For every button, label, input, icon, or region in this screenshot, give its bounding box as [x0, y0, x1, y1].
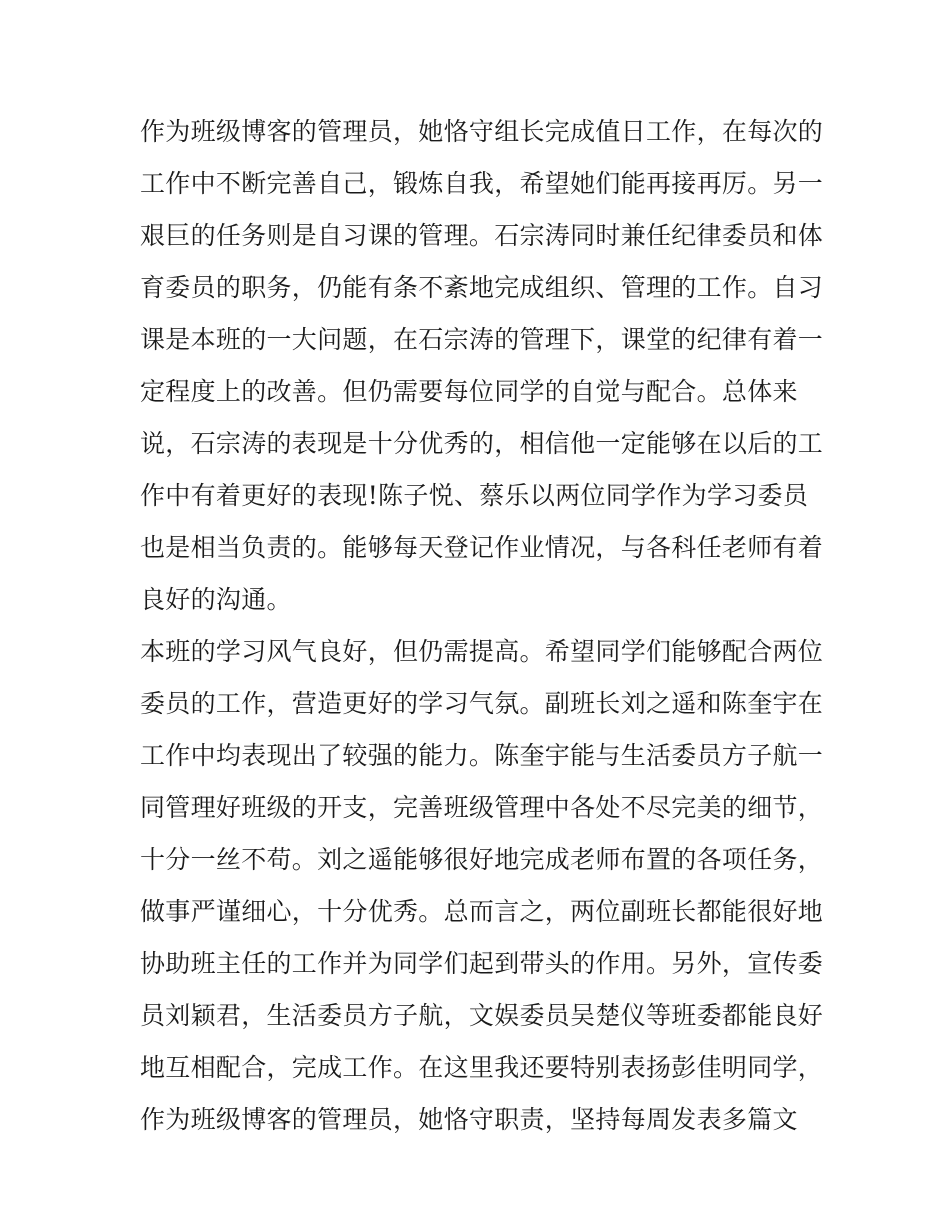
- text-line: 育委员的职务，仍能有条不紊地完成组织、管理的工作。自习: [140, 273, 824, 302]
- text-line: 同管理好班级的开支，完善班级管理中各处不尽完美的细节，: [140, 793, 824, 822]
- text-line: 定程度上的改善。但仍需要每位同学的自觉与配合。总体来: [140, 377, 798, 406]
- text-line: 作为班级博客的管理员，她恪守组长完成值日工作，在每次的: [140, 117, 824, 146]
- text-line: 地互相配合，完成工作。在这里我还要特别表扬彭佳明同学，: [140, 1053, 824, 1082]
- text-line: 良好的沟通。: [140, 585, 292, 614]
- text-line: 作为班级博客的管理员，她恪守职责，坚持每周发表多篇文: [140, 1105, 798, 1134]
- text-line: 作中有着更好的表现!陈子悦、蔡乐以两位同学作为学习委员: [140, 481, 809, 510]
- body-text: [140, 106, 840, 1146]
- text-line: 本班的学习风气良好，但仍需提高。希望同学们能够配合两位: [140, 637, 824, 666]
- text-line: 课是本班的一大问题，在石宗涛的管理下，课堂的纪律有着一: [140, 325, 824, 354]
- text-line: 员刘颖君，生活委员方子航，文娱委员吴楚仪等班委都能良好: [140, 1001, 824, 1030]
- text-line: 做事严谨细心，十分优秀。总而言之，两位副班长都能很好地: [140, 897, 824, 926]
- text-line: 委员的工作，营造更好的学习气氛。副班长刘之遥和陈奎宇在: [140, 689, 824, 718]
- text-line: 协助班主任的工作并为同学们起到带头的作用。另外，宣传委: [140, 949, 824, 978]
- text-line: 也是相当负责的。能够每天登记作业情况，与各科任老师有着: [140, 533, 824, 562]
- text-line: 工作中均表现出了较强的能力。陈奎宇能与生活委员方子航一: [140, 741, 824, 770]
- text-line: 说，石宗涛的表现是十分优秀的，相信他一定能够在以后的工: [140, 429, 824, 458]
- text-line: 十分一丝不苟。刘之遥能够很好地完成老师布置的各项任务，: [140, 845, 824, 874]
- text-line: 艰巨的任务则是自习课的管理。石宗涛同时兼任纪律委员和体: [140, 221, 824, 250]
- text-line: 工作中不断完善自己，锻炼自我，希望她们能再接再厉。另一: [140, 169, 824, 198]
